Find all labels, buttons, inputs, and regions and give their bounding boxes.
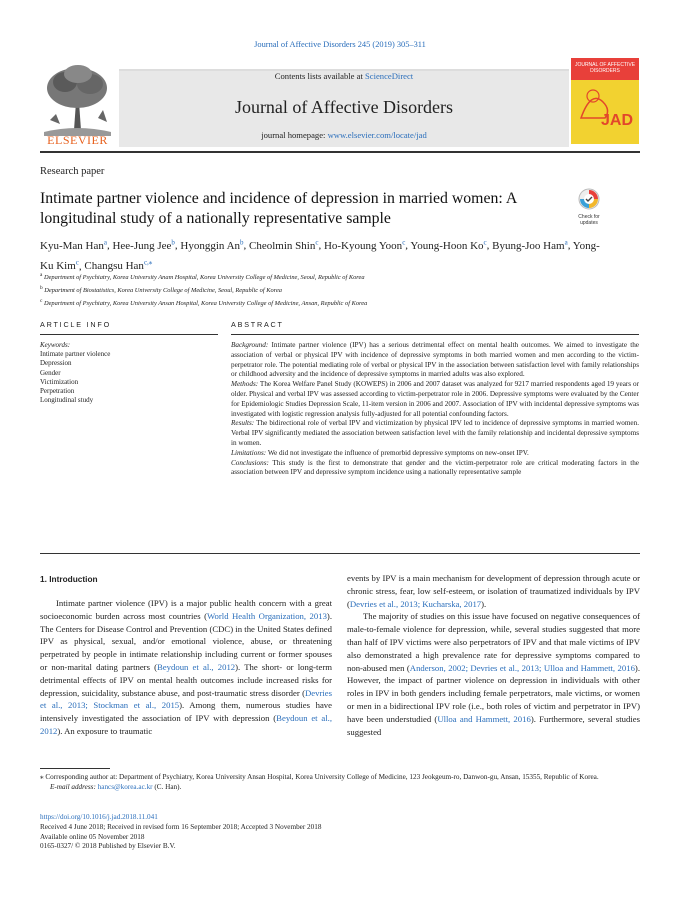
affiliation-text: Department of Biostatistics, Korea University College of Medicine, Seoul, Republic of Korea xyxy=(42,287,282,295)
author-separator: , xyxy=(486,239,493,252)
author-affiliation-marker[interactable]: c xyxy=(75,258,79,267)
author-name[interactable]: Hyonggin An xyxy=(180,239,241,252)
article-info-rule xyxy=(40,334,218,335)
cover-abbrev: JAD xyxy=(600,112,633,129)
body-text: ). The short- or long-term detrimental effects of IPV on mental health outcomes include increased risks for depression, suicidality, substance abuse, and post-traumatic stress disorder ( xyxy=(40,661,332,698)
author-separator: , xyxy=(106,239,113,252)
author-affiliation-marker[interactable]: a xyxy=(103,238,107,246)
email-suffix: (C. Han). xyxy=(152,782,182,791)
body-text: events by IPV is a main mechanism for development of depression through acute or chronic stress, fear, low self-esteem, or isolation of traumatized individuals by IPV ( xyxy=(347,573,640,609)
abstract-section-label: Results: xyxy=(231,419,255,428)
author-name[interactable]: Byung-Joo Ham xyxy=(492,239,565,252)
intro-paragraph-1-continued xyxy=(347,572,640,610)
journal-homepage-link[interactable]: www.elsevier.com/locate/jad xyxy=(327,130,427,140)
publisher-name: ELSEVIER xyxy=(47,133,108,147)
affiliation-key: c xyxy=(40,298,43,305)
body-text: ). Furthermore, several studies suggested xyxy=(347,713,640,737)
abstract-paragraph xyxy=(231,459,639,479)
body-text: ). However, the impact of partner violence on depression in individuals with other roles in IPV in both genders including female perpetrators, male victims, or women or men in a bidirectional IPV role (i.e., both roles of victim and perpetrator in IPV) have been understudied ( xyxy=(347,662,640,724)
doi-link[interactable]: https://doi.org/10.1016/j.jad.2018.11.041 xyxy=(40,813,158,821)
citation-link[interactable]: Devries et al., 2013; Kucharska, 2017 xyxy=(349,598,482,609)
abstract-section-label: Limitations: xyxy=(231,448,267,457)
footnote-text: ⁎ Corresponding author at: Department of Psychiatry, Korea University Ansan Hospital, Korea University College of Medicine, 123 Jeokgeum-ro, Danwon-gu, Ansan, 15355, Republic of Korea. xyxy=(40,773,599,781)
header-divider xyxy=(40,151,640,153)
author[interactable] xyxy=(180,240,243,252)
intro-paragraph-1 xyxy=(40,597,332,738)
author[interactable] xyxy=(324,240,405,252)
author-name[interactable]: Young-Hoon Ko xyxy=(410,239,484,252)
abstract-rule xyxy=(231,334,639,335)
article-title: Intimate partner violence and incidence of depression in married women: A longitudinal study of a nationally representative sample xyxy=(40,190,517,227)
crossmark-line2: updates xyxy=(580,219,598,226)
abstract-section-text: The bidirectional role of verbal IPV and victimization by physical IPV led to incidence of depressive symptoms in married women. Verbal IPV significantly mediated the association between satisfaction level with the family relationship and incidental depressive symptoms in women. xyxy=(231,419,639,447)
author-name[interactable]: Changsu Han xyxy=(84,260,144,273)
abstract-section-text: Intimate partner violence (IPV) has a serious detrimental effect on mental health outcomes. We aimed to investigate the association of verbal or physical IPV with incidence of depressive symptoms in both married women and men according to the victim-perpetrator role. The potential mediating role of verbal or physical IPV in the association between satisfaction level with family relationships or childhood adversity and the incidence of depressive symptoms in married adults was also explored. xyxy=(231,341,639,379)
affiliation-item xyxy=(40,283,640,296)
author-name[interactable]: Kyu-Man Han xyxy=(40,239,104,252)
author[interactable] xyxy=(249,240,318,252)
abstract-body xyxy=(231,341,639,478)
author[interactable] xyxy=(112,240,174,252)
author-separator: , xyxy=(567,239,573,252)
crossmark-line1: Check for xyxy=(578,214,600,220)
body-text: ). The Centers for Disease Control and Prevention (CDC) in the United States defined IPV as physical, sexual, and/or emotional violence, abuse, or threatening perpetrated by people in intimate relationship including current or former spouses or non-marital dating partners ( xyxy=(40,610,332,672)
homepage-prefix: journal homepage: xyxy=(261,130,328,140)
body-text: Intimate partner violence (IPV) is a major public health concern with a great socioeconomic burden across most countries ( xyxy=(40,598,332,621)
contents-line xyxy=(119,71,569,81)
body-text: The majority of studies on this issue have focused on negative consequences of male-to-female violence for depression, while, several studies suggested that more than half of IPV victims were also perpetrators of IPV and that male victims of IPV also demonstrated a high prevalence rate for depressive symptoms compared to non-abused men ( xyxy=(347,611,640,673)
abstract-section-text: We did not investigate the influence of premorbid depressive symptoms on new-onset IPV. xyxy=(266,448,529,457)
author-separator: , xyxy=(243,239,250,252)
affiliation-key: a xyxy=(40,272,43,278)
citation-link[interactable]: Beydoun et al., 2012 xyxy=(157,661,236,672)
author-affiliation-marker[interactable]: c xyxy=(315,238,319,246)
keyword: Intimate partner violence xyxy=(40,350,111,358)
author-separator: , xyxy=(318,239,324,252)
author-affiliation-marker[interactable]: c xyxy=(402,238,406,246)
affiliation-item xyxy=(40,270,640,283)
citation-link[interactable]: Anderson, 2002; Devries et al., 2013; Ulloa and Hammett, 2016 xyxy=(409,662,635,673)
abstract-section-label: Methods: xyxy=(231,380,259,389)
abstract-paragraph xyxy=(231,341,639,380)
journal-cover-image xyxy=(571,58,639,144)
article-info-heading: ARTICLE INFO xyxy=(40,320,111,329)
author-name[interactable]: Cheolmin Shin xyxy=(249,239,316,252)
footnote-divider xyxy=(40,768,110,769)
author-affiliation-marker[interactable]: a xyxy=(564,238,568,246)
journal-header-box xyxy=(119,69,569,147)
homepage-line xyxy=(119,130,569,140)
author-affiliation-marker[interactable]: b xyxy=(240,238,244,246)
citation-link[interactable]: Devries et al., 2013; Stockman et al., 2015 xyxy=(40,687,332,711)
cover-title: JOURNAL OF AFFECTIVE DISORDERS xyxy=(571,58,639,80)
abstract-section-text: This study is the first to demonstrate that gender and the victim-perpetrator role are critical moderating factors in the association between IPV and depressive symptom incidence using a nationally representative sample xyxy=(231,458,639,477)
author[interactable] xyxy=(410,240,486,252)
abstract-bottom-divider xyxy=(40,553,640,554)
email-link[interactable]: hancs@korea.ac.kr xyxy=(97,782,153,791)
body-text: ). An exposure to traumatic xyxy=(57,725,153,736)
elsevier-logo xyxy=(40,58,115,150)
keyword: Perpetration xyxy=(40,387,75,396)
author-name[interactable]: Ho-Kyoung Yoon xyxy=(323,239,403,252)
keyword-list xyxy=(40,350,218,406)
body-text: ). Among them, numerous studies have intensively investigated the association of IPV with depression ( xyxy=(40,700,333,724)
abstract-paragraph xyxy=(231,380,639,419)
keyword: Depression xyxy=(40,359,72,368)
author-separator: , xyxy=(405,239,411,252)
corresponding-author-footnote xyxy=(40,773,640,793)
sciencedirect-link[interactable]: ScienceDirect xyxy=(365,71,414,81)
citation-link[interactable]: World Health Organization, 2013 xyxy=(207,610,327,621)
keywords-label: Keywords: xyxy=(40,341,71,349)
footnote-email-line xyxy=(40,783,640,793)
abstract-section-label: Conclusions: xyxy=(231,458,269,467)
section-heading-introduction: 1. Introduction xyxy=(40,574,98,584)
citation-link[interactable]: Beydoun et al., 2012 xyxy=(40,713,332,736)
citation-link[interactable]: Ulloa and Hammett, 2016 xyxy=(437,713,531,724)
author-name[interactable]: Yong-Ku Kim xyxy=(40,239,600,273)
contents-prefix: Contents lists available at xyxy=(274,71,365,81)
keyword: Gender xyxy=(40,368,61,377)
affiliation-item xyxy=(40,296,640,309)
crossmark-icon xyxy=(578,188,600,210)
article-info-section xyxy=(40,320,218,406)
corresponding-author-icon[interactable]: ⁎ xyxy=(148,258,153,267)
affiliation-text: Department of Psychiatry, Korea University Anam Hospital, Korea University College of Medicine, Seoul, Republic of Korea xyxy=(42,274,365,282)
affiliation-list xyxy=(40,270,640,309)
abstract-section xyxy=(231,320,639,478)
cover-figure-icon xyxy=(571,80,639,120)
intro-paragraph-2 xyxy=(347,610,640,738)
affiliation-text: Department of Psychiatry, Korea University Ansan Hospital, Korea University College of Medicine, Ansan, Republic of Korea xyxy=(42,300,368,308)
abstract-heading: ABSTRACT xyxy=(231,320,284,329)
author-separator: , xyxy=(78,260,85,273)
abstract-paragraph xyxy=(231,449,639,459)
author-name[interactable]: Hee-Jung Jee xyxy=(112,239,172,252)
journal-name: Journal of Affective Disorders xyxy=(234,97,454,117)
crossmark-button[interactable] xyxy=(572,188,606,226)
copyright: 0165-0327/ © 2018 Published by Elsevier B.V. xyxy=(40,842,176,851)
body-column-right xyxy=(347,572,640,738)
author-affiliation-marker[interactable]: c xyxy=(483,238,487,246)
available-online: Available online 05 November 2018 xyxy=(40,832,145,841)
author-separator: , xyxy=(174,239,181,252)
keyword: Longitudinal study xyxy=(40,396,94,405)
affiliation-key: b xyxy=(40,285,43,292)
body-column-left xyxy=(40,597,332,738)
article-type: Research paper xyxy=(40,166,105,177)
body-text: ). xyxy=(481,598,487,609)
article-meta xyxy=(40,813,640,852)
author[interactable] xyxy=(40,240,107,252)
abstract-paragraph xyxy=(231,419,639,448)
abstract-section-text: The Korea Welfare Panel Study (KOWEPS) in 2006 and 2007 dataset was analyzed for 9217 married respondents aged 19 years or older. Physical and verbal IPV was assessed according to victim-perpetrator role in 2006. Depressive symptoms were evaluated by the Center for Epidemiologic Studies Depression Scale, 11-item version in 2006 and 2007. Association of IPV with incidental depressive symptoms was investigated with logistic regression analysis fully-adjusted for all potential confounding factors. xyxy=(231,380,639,418)
author[interactable] xyxy=(492,240,568,252)
author-affiliation-marker[interactable]: c, xyxy=(143,258,149,267)
masthead xyxy=(40,58,640,150)
email-label: E-mail address: xyxy=(50,782,98,791)
received-dates: Received 4 June 2018; Received in revised form 16 September 2018; Accepted 3 November 2018 xyxy=(40,822,322,831)
author-affiliation-marker[interactable]: b xyxy=(171,238,175,246)
keyword: Victimization xyxy=(40,377,79,386)
journal-citation[interactable]: Journal of Affective Disorders 245 (2019) 305–311 xyxy=(254,40,426,49)
abstract-section-label: Background: xyxy=(231,341,269,349)
